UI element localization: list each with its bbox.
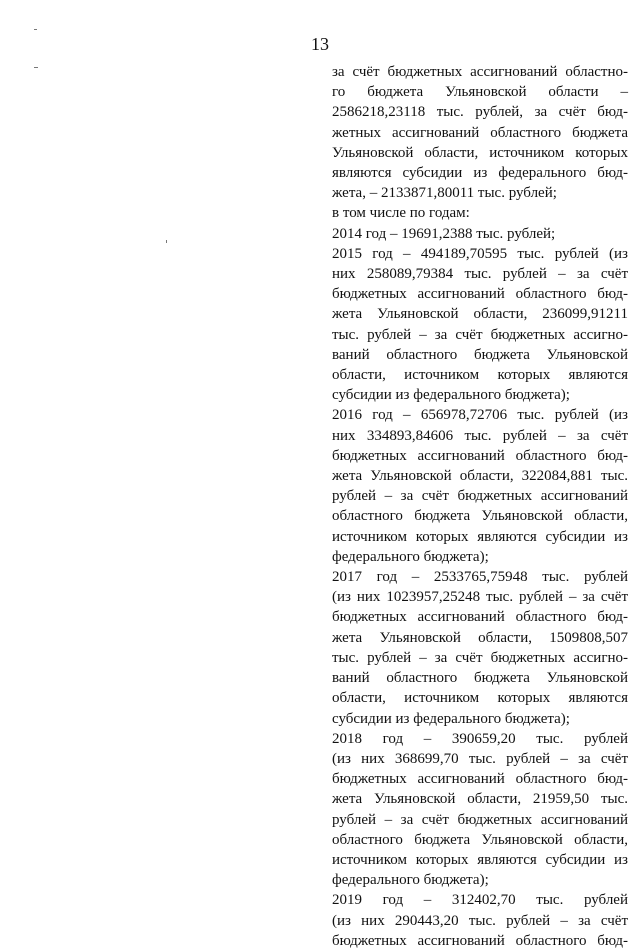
text-line: 2017 год – 2533765,75948 тыс. рублей <box>332 569 628 586</box>
text-line: (из них 368699,70 тыс. рублей – за счёт <box>332 750 628 767</box>
text-line: 2019 год – 312402,70 тыс. рублей <box>332 892 628 909</box>
text-line: 2018 год – 390659,20 тыс. рублей <box>332 730 628 747</box>
text-line: федерального бюджета); <box>332 548 489 565</box>
text-line: тыс. рублей – за счёт бюджетных ассигно- <box>332 649 628 666</box>
text-line: (из них 1023957,25248 тыс. рублей – за счёт <box>332 589 628 606</box>
text-line: жета, – 2133871,80011 тыс. рублей; <box>332 185 557 202</box>
text-line: за счёт бюджетных ассигнований областно- <box>332 64 628 80</box>
text-line: области, источником которых являются <box>332 367 628 384</box>
text-line: бюджетных ассигнований областного бюд- <box>332 609 628 626</box>
text-line: жета Ульяновской области, 236099,91211 <box>332 306 628 323</box>
scan-mark <box>34 67 38 68</box>
text-line: 2014 год – 19691,2388 тыс. рублей; <box>332 225 556 242</box>
text-line: бюджетных ассигнований областного бюд- <box>332 771 628 788</box>
text-line: жетных ассигнований областного бюджета <box>332 124 628 141</box>
text-line: (из них 290443,20 тыс. рублей – за счёт <box>332 912 628 929</box>
text-line: субсидии из федерального бюджета); <box>332 710 570 727</box>
text-line: федерального бюджета); <box>332 872 489 889</box>
text-line: ваний областного бюджета Ульяновской <box>332 346 628 363</box>
text-line: в том числе по годам: <box>332 205 470 222</box>
text-line: 2586218,23118 тыс. рублей, за счёт бюд- <box>332 104 628 121</box>
text-line: них 334893,84606 тыс. рублей – за счёт <box>332 427 628 444</box>
text-line: источником которых являются субсидии из <box>332 528 628 545</box>
text-line: области, источником которых являются <box>332 690 628 707</box>
text-line: 2015 год – 494189,70595 тыс. рублей (из <box>332 245 628 262</box>
text-line: рублей – за счёт бюджетных ассигнований <box>332 488 628 505</box>
text-line: них 258089,79384 тыс. рублей – за счёт <box>332 266 628 283</box>
text-line: бюджетных ассигнований областного бюд- <box>332 447 628 464</box>
text-line: бюджетных ассигнований областного бюд- <box>332 932 628 949</box>
text-line: жета Ульяновской области, 21959,50 тыс. <box>332 791 628 808</box>
scan-mark <box>166 240 167 243</box>
text-line: субсидии из федерального бюджета); <box>332 387 570 404</box>
text-line: жета Ульяновской области, 322084,881 тыс. <box>332 468 628 485</box>
text-line: областного бюджета Ульяновской области, <box>332 508 628 525</box>
text-line: жета Ульяновской области, 1509808,507 <box>332 629 628 646</box>
scan-mark <box>34 29 37 30</box>
text-line: источником которых являются субсидии из <box>332 851 628 868</box>
text-line: ваний областного бюджета Ульяновской <box>332 670 628 687</box>
text-line: бюджетных ассигнований областного бюд- <box>332 286 628 303</box>
text-line: областного бюджета Ульяновской области, <box>332 831 628 848</box>
text-line: 2016 год – 656978,72706 тыс. рублей (из <box>332 407 628 424</box>
text-line: Ульяновской области, источником которых <box>332 144 628 161</box>
budget-text-column <box>332 62 628 951</box>
text-line: тыс. рублей – за счёт бюджетных ассигно- <box>332 326 628 343</box>
text-line: го бюджета Ульяновской области – <box>332 84 628 101</box>
text-line: рублей – за счёт бюджетных ассигнований <box>332 811 628 828</box>
text-line: являются субсидии из федерального бюд- <box>332 165 628 182</box>
page-number: 13 <box>311 34 329 54</box>
